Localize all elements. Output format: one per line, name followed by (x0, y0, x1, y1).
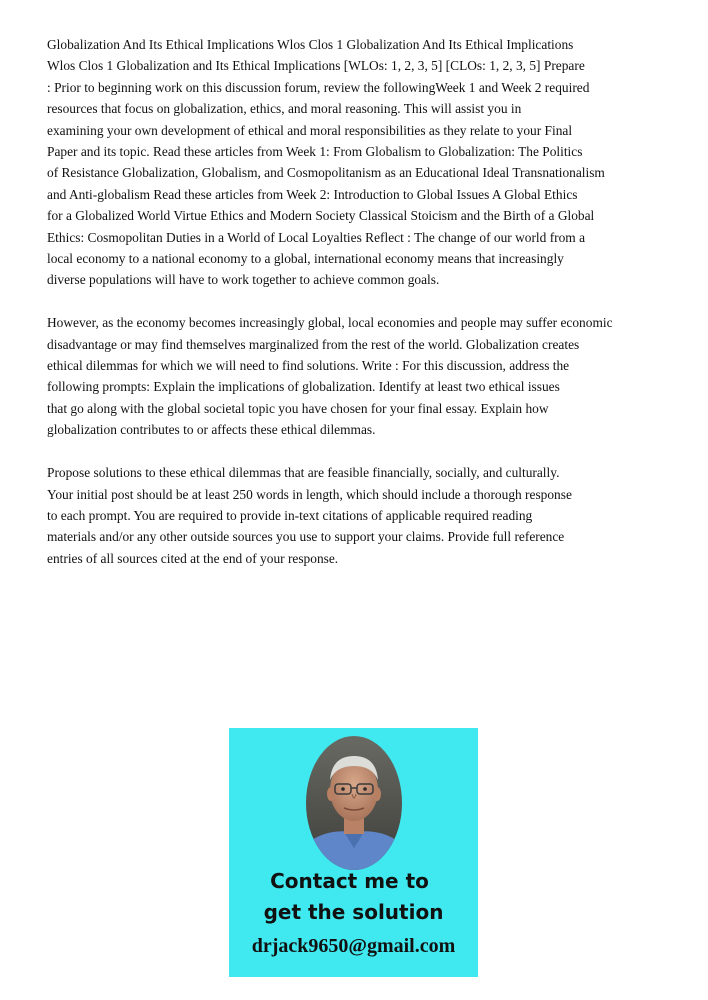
text-line: diverse populations will have to work together to achieve common goals. (47, 272, 440, 288)
advert-email: drjack9650@gmail.com (251, 935, 456, 957)
text-line: disadvantage or may find themselves marginalized from the rest of the world. Globalization creates (47, 336, 580, 352)
text-line: : Prior to beginning work on this discussion forum, review the followingWeek 1 and Week 2 required (47, 79, 590, 95)
portrait-photo (306, 736, 402, 870)
text-line: resources that focus on globalization, ethics, and moral reasoning. This will assist you in (47, 101, 522, 117)
document-body (47, 34, 667, 569)
text-line: materials and/or any other outside sources you use to support your claims. Provide full reference (47, 529, 565, 545)
text-line: to each prompt. You are required to provide in-text citations of applicable required reading (47, 507, 533, 523)
text-line: Wlos Clos 1 Globalization and Its Ethical Implications [WLOs: 1, 2, 3, 5] [CLOs: 1, 2, 3, 5] Prepare (47, 58, 585, 74)
text-line: entries of all sources cited at the end of your response. (47, 550, 339, 566)
text-line: However, as the economy becomes increasingly global, local economies and people may suffer economic (47, 315, 613, 331)
text-line: following prompts: Explain the implications of globalization. Identify at least two ethical issues (47, 379, 560, 395)
portrait-illustration (306, 736, 402, 870)
paragraph-2 (47, 312, 667, 440)
text-line: and Anti-globalism Read these articles from Week 2: Introduction to Global Issues A Global Ethics (47, 186, 578, 202)
text-line: for a Globalized World Virtue Ethics and Modern Society Classical Stoicism and the Birth of a Global (47, 208, 595, 224)
contact-advert (229, 728, 478, 977)
advert-headline-line-1: Contact me to (270, 869, 429, 893)
paragraph-1 (47, 34, 667, 291)
text-line: Globalization And Its Ethical Implications Wlos Clos 1 Globalization And Its Ethical Implications (47, 37, 574, 52)
text-line: of Resistance Globalization, Globalism, and Cosmopolitanism as an Educational Ideal Transnationalism (47, 165, 605, 181)
paragraph-3 (47, 462, 667, 569)
text-line: local economy to a national economy to a global, international economy means that increasingly (47, 251, 564, 267)
text-line: globalization contributes to or affects these ethical dilemmas. (47, 422, 376, 438)
advert-headline-line-2: get the solution (263, 900, 444, 924)
text-line: Propose solutions to these ethical dilemmas that are feasible financially, socially, and culturally. (47, 465, 560, 481)
text-line: Paper and its topic. Read these articles from Week 1: From Globalism to Globalization: The Politics (47, 144, 583, 160)
text-line: Ethics: Cosmopolitan Duties in a World of Local Loyalties Reflect : The change of our world from a (47, 229, 586, 245)
text-line: Your initial post should be at least 250 words in length, which should include a thorough response (47, 486, 572, 502)
text-line: examining your own development of ethical and moral responsibilities as they relate to your Final (47, 122, 573, 138)
text-line: that go along with the global societal topic you have chosen for your final essay. Explain how (47, 400, 549, 416)
paragraph-gap (47, 291, 667, 312)
paragraph-gap (47, 441, 667, 462)
text-line: ethical dilemmas for which we will need to find solutions. Write : For this discussion, address the (47, 358, 570, 374)
